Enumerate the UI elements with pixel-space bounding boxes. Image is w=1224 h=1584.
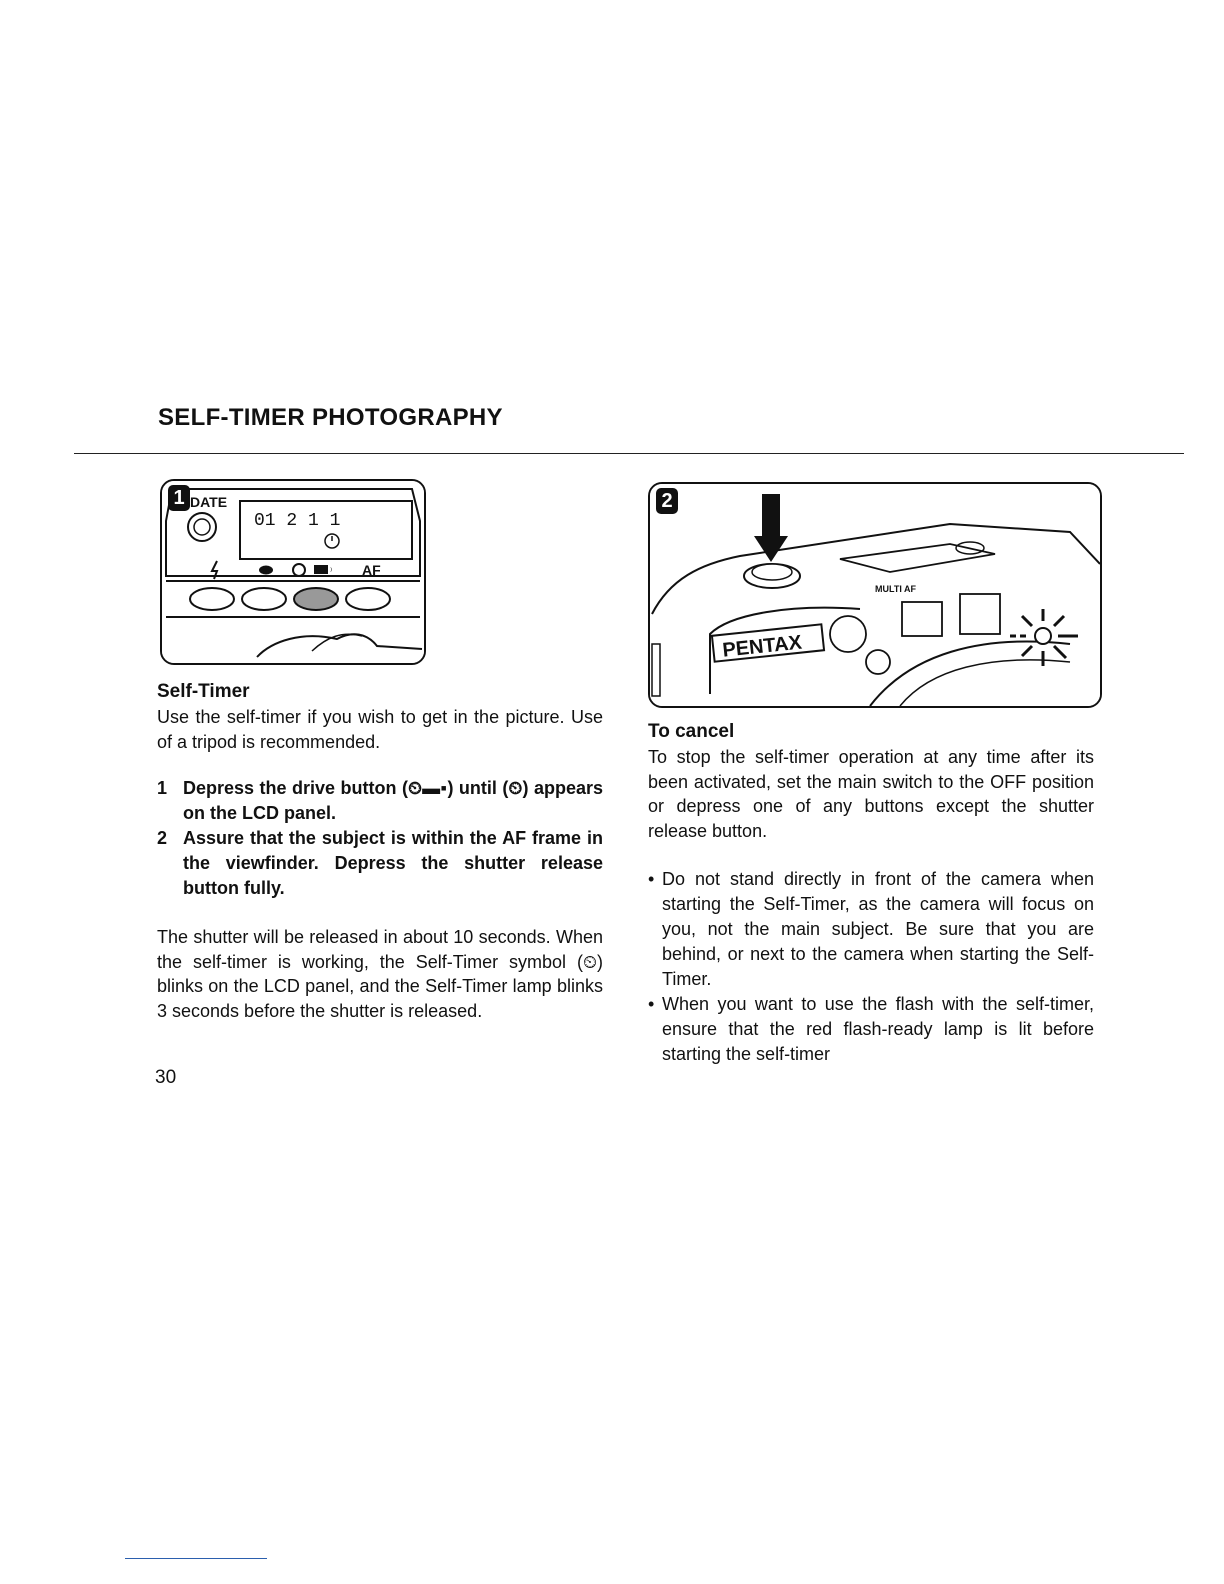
footer-link-line bbox=[125, 1558, 267, 1559]
closing-paragraph: The shutter will be released in about 10 seconds. When the self-timer is working, the Self-Timer symbol (⏲) blinks on the LCD panel, and the Self-Timer lamp blinks 3 seconds before the shutter is released. bbox=[157, 927, 603, 1021]
flash-button bbox=[190, 588, 234, 610]
red-eye-button bbox=[242, 588, 286, 610]
left-column bbox=[157, 681, 603, 1023]
intro-paragraph: Use the self-timer if you wish to get in the picture. Use of a tripod is recommended. bbox=[157, 707, 603, 752]
figure-badge-1: 1 bbox=[168, 485, 190, 511]
figure-camera-top bbox=[648, 482, 1102, 708]
list-item bbox=[648, 992, 1094, 1067]
date-button bbox=[188, 513, 216, 541]
bullet-icon: • bbox=[648, 869, 655, 889]
note-text: When you want to use the flash with the self-timer, ensure that the red flash-ready lamp is lit before starting the self-timer bbox=[662, 994, 1094, 1064]
steps-list bbox=[157, 776, 603, 901]
figure-lcd-panel bbox=[160, 479, 426, 665]
notes-list bbox=[648, 867, 1094, 1067]
model-label: MULTI AF bbox=[875, 584, 916, 594]
drive-button bbox=[294, 588, 338, 610]
section-heading-self-timer: Self-Timer bbox=[157, 681, 250, 702]
title-divider bbox=[74, 453, 1184, 454]
step-item bbox=[157, 776, 603, 826]
bullet-icon: • bbox=[648, 994, 655, 1014]
right-column bbox=[648, 721, 1094, 1067]
note-text: Do not stand directly in front of the camera when starting the Self-Timer, as the camera will focus on you, not the main subject. Be sure that you are behind, or next to the camera when starting the Self-Timer. bbox=[662, 869, 1094, 989]
lcd-digits: 01 2 1 1 bbox=[254, 511, 341, 531]
list-item bbox=[648, 867, 1094, 992]
brand-label: PENTAX bbox=[721, 631, 803, 662]
lcd-panel-illustration bbox=[162, 481, 424, 663]
figure-badge-2: 2 bbox=[656, 488, 678, 514]
step-number: 2 bbox=[157, 828, 168, 848]
af-label: AF bbox=[362, 562, 381, 578]
cancel-paragraph: To stop the self-timer operation at any time after its been activated, set the main switch to the OFF position or depress one of any buttons except the shutter release button. bbox=[648, 747, 1094, 841]
page-number: 30 bbox=[155, 1067, 177, 1088]
step-item bbox=[157, 826, 603, 901]
step-number: 1 bbox=[157, 778, 168, 798]
section-heading-to-cancel: To cancel bbox=[648, 721, 735, 742]
step-text: Assure that the subject is within the AF frame in the viewfinder. Depress the shutter release button fully. bbox=[183, 828, 603, 898]
red-eye-icon bbox=[259, 566, 273, 575]
shutter-release-button bbox=[744, 564, 800, 588]
page-title: SELF-TIMER PHOTOGRAPHY bbox=[158, 404, 503, 431]
camera-illustration bbox=[650, 484, 1100, 706]
date-label: DATE bbox=[190, 494, 228, 510]
step-text: Depress the drive button (⏲▬▪) until (⏲) appears on the LCD panel. bbox=[183, 778, 603, 823]
af-button bbox=[346, 588, 390, 610]
svg-text:⁾: ⁾ bbox=[330, 566, 333, 576]
